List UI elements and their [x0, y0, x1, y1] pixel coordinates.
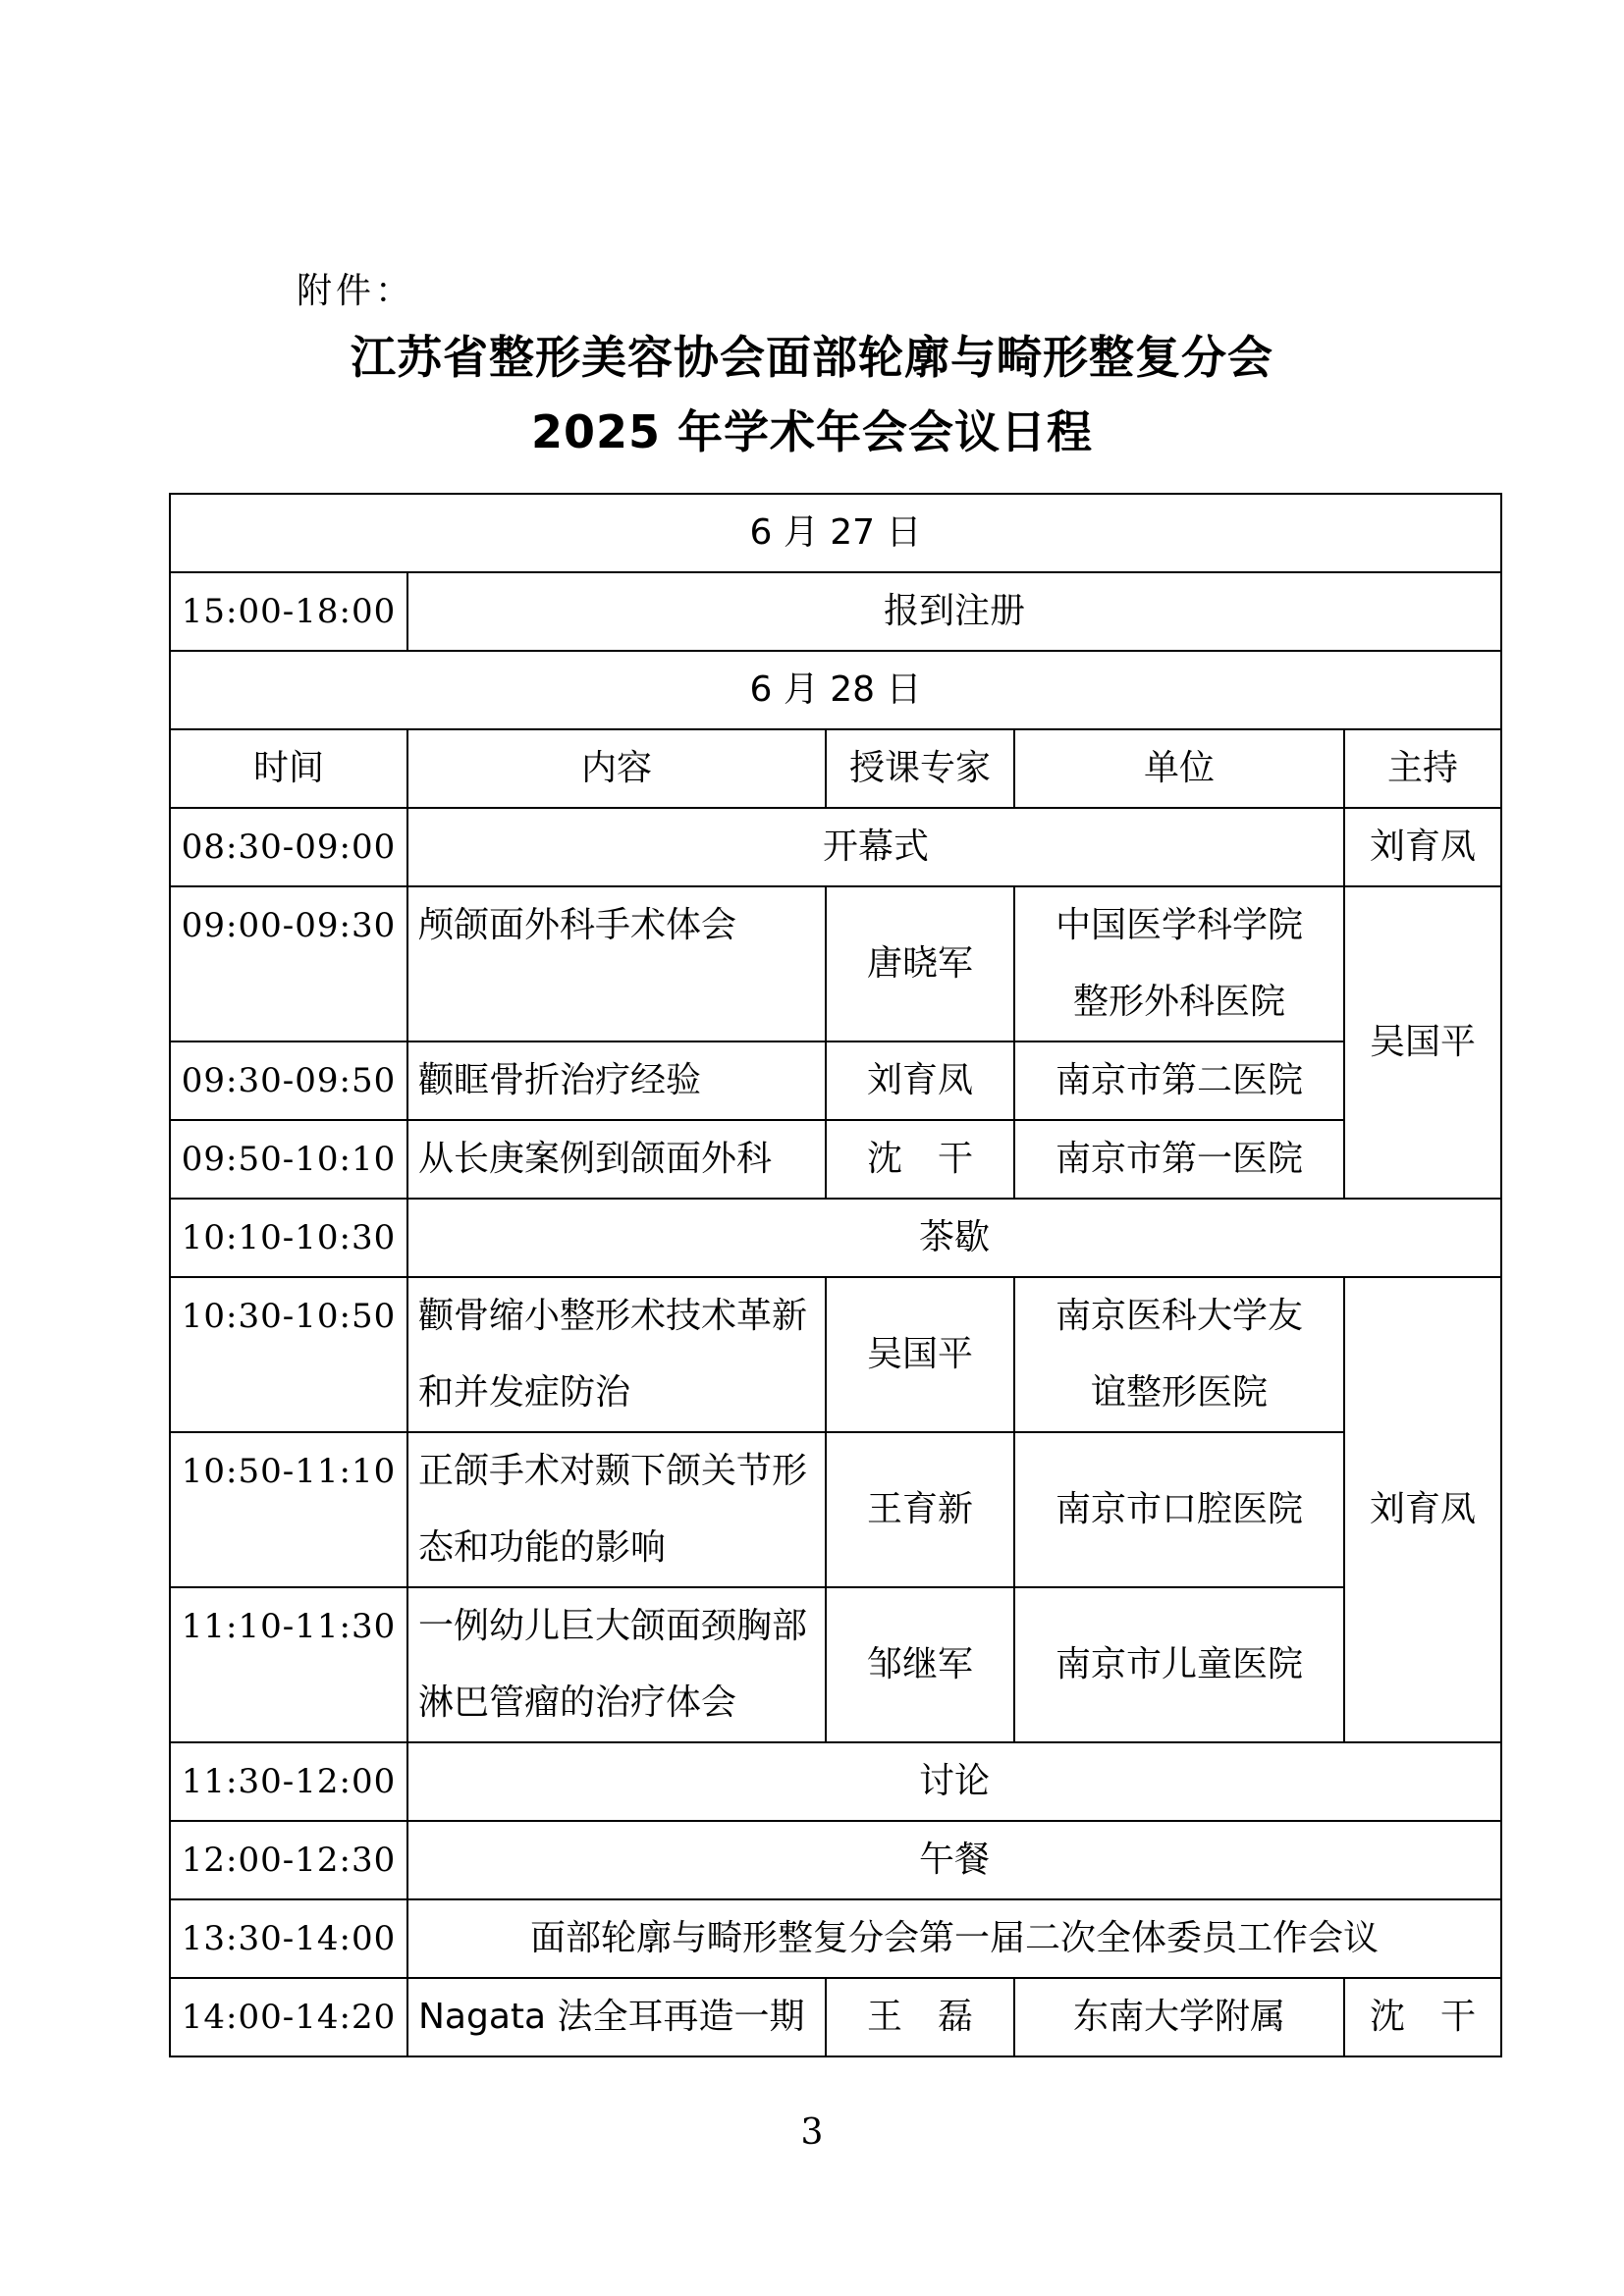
opening-label: 开幕式 [407, 808, 1344, 886]
talk7-content: Nagata 法全耳再造一期 [407, 1978, 826, 2056]
talk2-speaker: 刘育凤 [826, 1041, 1014, 1120]
table-row [170, 1899, 1501, 1978]
talk7-speaker: 王 磊 [826, 1978, 1014, 2056]
header-speaker: 授课专家 [826, 729, 1014, 808]
day2-date: 6 月 28 日 [170, 651, 1501, 729]
header-unit: 单位 [1014, 729, 1344, 808]
header-row [170, 729, 1501, 808]
discussion-time: 11:30-12:00 [170, 1742, 407, 1821]
tea-time: 10:10-10:30 [170, 1199, 407, 1277]
day1-date: 6 月 27 日 [170, 494, 1501, 572]
talk4-unit-line1: 南京医科大学友 [1055, 1296, 1303, 1336]
registration-label: 报到注册 [407, 572, 1501, 651]
talk4-unit-line2: 谊整形医院 [1090, 1372, 1268, 1413]
talk4-unit [1014, 1277, 1344, 1432]
discussion-label: 讨论 [407, 1742, 1501, 1821]
talk6-unit: 南京市儿童医院 [1014, 1587, 1344, 1742]
header-host: 主持 [1344, 729, 1501, 808]
meeting-time: 13:30-14:00 [170, 1899, 407, 1978]
opening-time: 08:30-09:00 [170, 808, 407, 886]
attachment-label: 附件： [297, 271, 415, 311]
header-content: 内容 [407, 729, 826, 808]
talk3-unit: 南京市第一医院 [1014, 1120, 1344, 1199]
table-row [170, 572, 1501, 651]
table-row [170, 1432, 1501, 1587]
meeting-label: 面部轮廓与畸形整复分会第一届二次全体委员工作会议 [407, 1899, 1501, 1978]
lunch-time: 12:00-12:30 [170, 1821, 407, 1899]
table-row [170, 808, 1501, 886]
document-title-line2: 2025 年学术年会会议日程 [530, 405, 1094, 458]
talk5-unit: 南京市口腔医院 [1014, 1432, 1344, 1587]
talk2-content: 颧眶骨折治疗经验 [407, 1041, 826, 1120]
tea-label: 茶歇 [407, 1199, 1501, 1277]
talk7-time: 14:00-14:20 [170, 1978, 407, 2056]
talk7-host: 沈 干 [1344, 1978, 1501, 2056]
talk6-content: 一例幼儿巨大颌面颈胸部淋巴管瘤的治疗体会 [407, 1587, 826, 1742]
day1-date-row [170, 494, 1501, 572]
registration-time: 15:00-18:00 [170, 572, 407, 651]
talk1-content: 颅颌面外科手术体会 [407, 886, 826, 1041]
talk3-content: 从长庚案例到颌面外科 [407, 1120, 826, 1199]
talk1-unit-line2: 整形外科医院 [1072, 982, 1285, 1022]
table-row [170, 1587, 1501, 1742]
page-number: 3 [800, 2112, 824, 2153]
schedule-table [169, 493, 1502, 2057]
talk3-speaker: 沈 干 [826, 1120, 1014, 1199]
talk5-speaker: 王育新 [826, 1432, 1014, 1587]
table-row [170, 886, 1501, 1041]
header-time: 时间 [170, 729, 407, 808]
table-row [170, 1041, 1501, 1120]
document-title-line1: 江苏省整形美容协会面部轮廓与畸形整复分会 [351, 331, 1273, 384]
talk5-content: 正颌手术对颞下颌关节形态和功能的影响 [407, 1432, 826, 1587]
talk4-content: 颧骨缩小整形术技术革新和并发症防治 [407, 1277, 826, 1432]
talk1-speaker: 唐晓军 [826, 886, 1014, 1041]
table-row [170, 1277, 1501, 1432]
talk3-time: 09:50-10:10 [170, 1120, 407, 1199]
day2-date-row [170, 651, 1501, 729]
talk7-unit: 东南大学附属 [1014, 1978, 1344, 2056]
table-row [170, 1742, 1501, 1821]
talk1-unit [1014, 886, 1344, 1041]
block2-host: 刘育凤 [1344, 1277, 1501, 1742]
talk2-time: 09:30-09:50 [170, 1041, 407, 1120]
table-row [170, 1821, 1501, 1899]
talk6-speaker: 邹继军 [826, 1587, 1014, 1742]
opening-host: 刘育凤 [1344, 808, 1501, 886]
talk4-speaker: 吴国平 [826, 1277, 1014, 1432]
block1-host: 吴国平 [1344, 886, 1501, 1199]
talk4-time: 10:30-10:50 [170, 1277, 407, 1432]
lunch-label: 午餐 [407, 1821, 1501, 1899]
talk2-unit: 南京市第二医院 [1014, 1041, 1344, 1120]
talk1-unit-line1: 中国医学科学院 [1055, 905, 1303, 945]
table-row [170, 1120, 1501, 1199]
talk6-time: 11:10-11:30 [170, 1587, 407, 1742]
talk1-time: 09:00-09:30 [170, 886, 407, 1041]
table-row [170, 1199, 1501, 1277]
talk5-time: 10:50-11:10 [170, 1432, 407, 1587]
table-row [170, 1978, 1501, 2056]
